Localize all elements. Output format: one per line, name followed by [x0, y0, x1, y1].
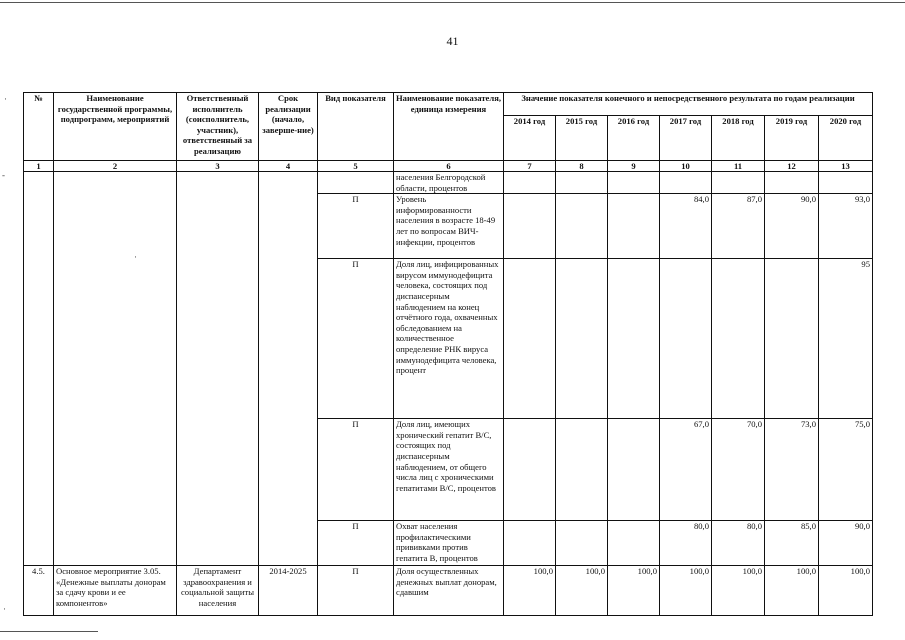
cell-name-empty — [54, 172, 177, 566]
cell-value — [556, 419, 608, 521]
cell-kind: П — [318, 566, 394, 616]
scan-mark: · — [4, 94, 7, 104]
cell-value — [712, 259, 765, 419]
cell-indicator: Доля осуществленных денежных выплат донорам, сдавшим — [394, 566, 504, 616]
header-year: 2017 год — [660, 116, 712, 161]
cell-value: 80,0 — [660, 521, 712, 566]
header-year: 2015 год — [556, 116, 608, 161]
cell-value: 100,0 — [712, 566, 765, 616]
cell-value — [556, 521, 608, 566]
cell-num: 4.5. — [24, 566, 54, 616]
cell-value: 85,0 — [765, 521, 819, 566]
cell-value: 80,0 — [712, 521, 765, 566]
cell-value: 75,0 — [819, 419, 873, 521]
cell-value: 100,0 — [819, 566, 873, 616]
cell-value: 73,0 — [765, 419, 819, 521]
cell-value — [765, 259, 819, 419]
cell-value — [660, 259, 712, 419]
header-year: 2020 год — [819, 116, 873, 161]
cell-value — [556, 172, 608, 194]
cell-kind: П — [318, 521, 394, 566]
cell-value: 67,0 — [660, 419, 712, 521]
cell-value: 84,0 — [660, 194, 712, 259]
header-year: 2014 год — [504, 116, 556, 161]
column-number: 2 — [54, 161, 177, 172]
column-number: 3 — [177, 161, 259, 172]
cell-num-empty — [24, 172, 54, 566]
cell-kind: П — [318, 259, 394, 419]
column-number: 7 — [504, 161, 556, 172]
cell-value — [608, 172, 660, 194]
column-number: 11 — [712, 161, 765, 172]
scan-artifact-top — [0, 2, 905, 3]
cell-kind — [318, 172, 394, 194]
cell-value — [504, 419, 556, 521]
cell-value: 90,0 — [765, 194, 819, 259]
cell-value — [712, 172, 765, 194]
cell-value — [608, 419, 660, 521]
column-number: 12 — [765, 161, 819, 172]
cell-kind: П — [318, 419, 394, 521]
column-number: 9 — [608, 161, 660, 172]
cell-indicator: населения Белгородской области, процентов — [394, 172, 504, 194]
cell-value — [556, 259, 608, 419]
cell-value: 70,0 — [712, 419, 765, 521]
cell-value: 87,0 — [712, 194, 765, 259]
cell-responsible-empty — [177, 172, 259, 566]
header-values: Значение показателя конечного и непосредственного результата по годам реализации — [504, 93, 873, 116]
cell-kind: П — [318, 194, 394, 259]
cell-value — [504, 194, 556, 259]
cell-value: 100,0 — [504, 566, 556, 616]
header-kind: Вид показателя — [318, 93, 394, 161]
header-indicator: Наименование показателя, единица измерения — [394, 93, 504, 161]
scan-mark: · — [134, 252, 137, 262]
header-name: Наименование государственной программы, подпрограмм, мероприятий — [54, 93, 177, 161]
cell-indicator: Уровень информированности населения в возрасте 18-49 лет по вопросам ВИЧ-инфекции, процентов — [394, 194, 504, 259]
cell-indicator: Доля лиц, инфицированных вирусом иммунодефицита человека, состоящих под диспансерным наблюдением на конец отчётного года, охваченных обследованием на количественное определение РНК вируса иммунодефицита человека, процент — [394, 259, 504, 419]
cell-term-empty — [259, 172, 318, 566]
column-number: 4 — [259, 161, 318, 172]
cell-value — [660, 172, 712, 194]
column-number: 1 — [24, 161, 54, 172]
cell-value: 93,0 — [819, 194, 873, 259]
cell-value — [504, 172, 556, 194]
header-num: № — [24, 93, 54, 161]
cell-value: 100,0 — [660, 566, 712, 616]
header-year: 2019 год — [765, 116, 819, 161]
indicators-table — [23, 92, 873, 616]
cell-responsible: Департамент здравоохранения и социальной защиты населения — [177, 566, 259, 616]
header-responsible: Ответственный исполнитель (соисполнитель, участник), ответственный за реализацию — [177, 93, 259, 161]
cell-value — [504, 521, 556, 566]
cell-value — [765, 172, 819, 194]
cell-indicator: Доля лиц, имеющих хронический гепатит В/С, состоящих под диспансерным наблюдением, от общего числа лиц с хроническими гепатитами В/С, процентов — [394, 419, 504, 521]
column-numbers-row — [24, 161, 873, 172]
cell-value — [819, 172, 873, 194]
cell-value — [504, 259, 556, 419]
column-number: 8 — [556, 161, 608, 172]
cell-value: 100,0 — [608, 566, 660, 616]
cell-value — [608, 521, 660, 566]
table-row — [24, 566, 873, 616]
header-year: 2016 год — [608, 116, 660, 161]
cell-value: 95 — [819, 259, 873, 419]
column-number: 13 — [819, 161, 873, 172]
column-number: 6 — [394, 161, 504, 172]
header-row — [24, 93, 873, 116]
column-number: 10 — [660, 161, 712, 172]
scan-mark: · — [3, 604, 6, 614]
cell-value — [608, 194, 660, 259]
cell-term: 2014-2025 — [259, 566, 318, 616]
cell-value: 100,0 — [765, 566, 819, 616]
cell-value: 100,0 — [556, 566, 608, 616]
cell-name: Основное мероприятие 3.05. «Денежные выплаты донорам за сдачу крови и ее компонентов» — [54, 566, 177, 616]
scan-artifact-bottom — [0, 631, 98, 632]
scan-mark: - — [2, 170, 5, 180]
cell-value — [556, 194, 608, 259]
table-row — [24, 172, 873, 194]
cell-value — [608, 259, 660, 419]
cell-value: 90,0 — [819, 521, 873, 566]
page-number: 41 — [446, 34, 459, 48]
cell-indicator: Охват населения профилактическими прививками против гепатита В, процентов — [394, 521, 504, 566]
column-number: 5 — [318, 161, 394, 172]
header-year: 2018 год — [712, 116, 765, 161]
header-term: Срок реализации (начало, заверше-ние) — [259, 93, 318, 161]
